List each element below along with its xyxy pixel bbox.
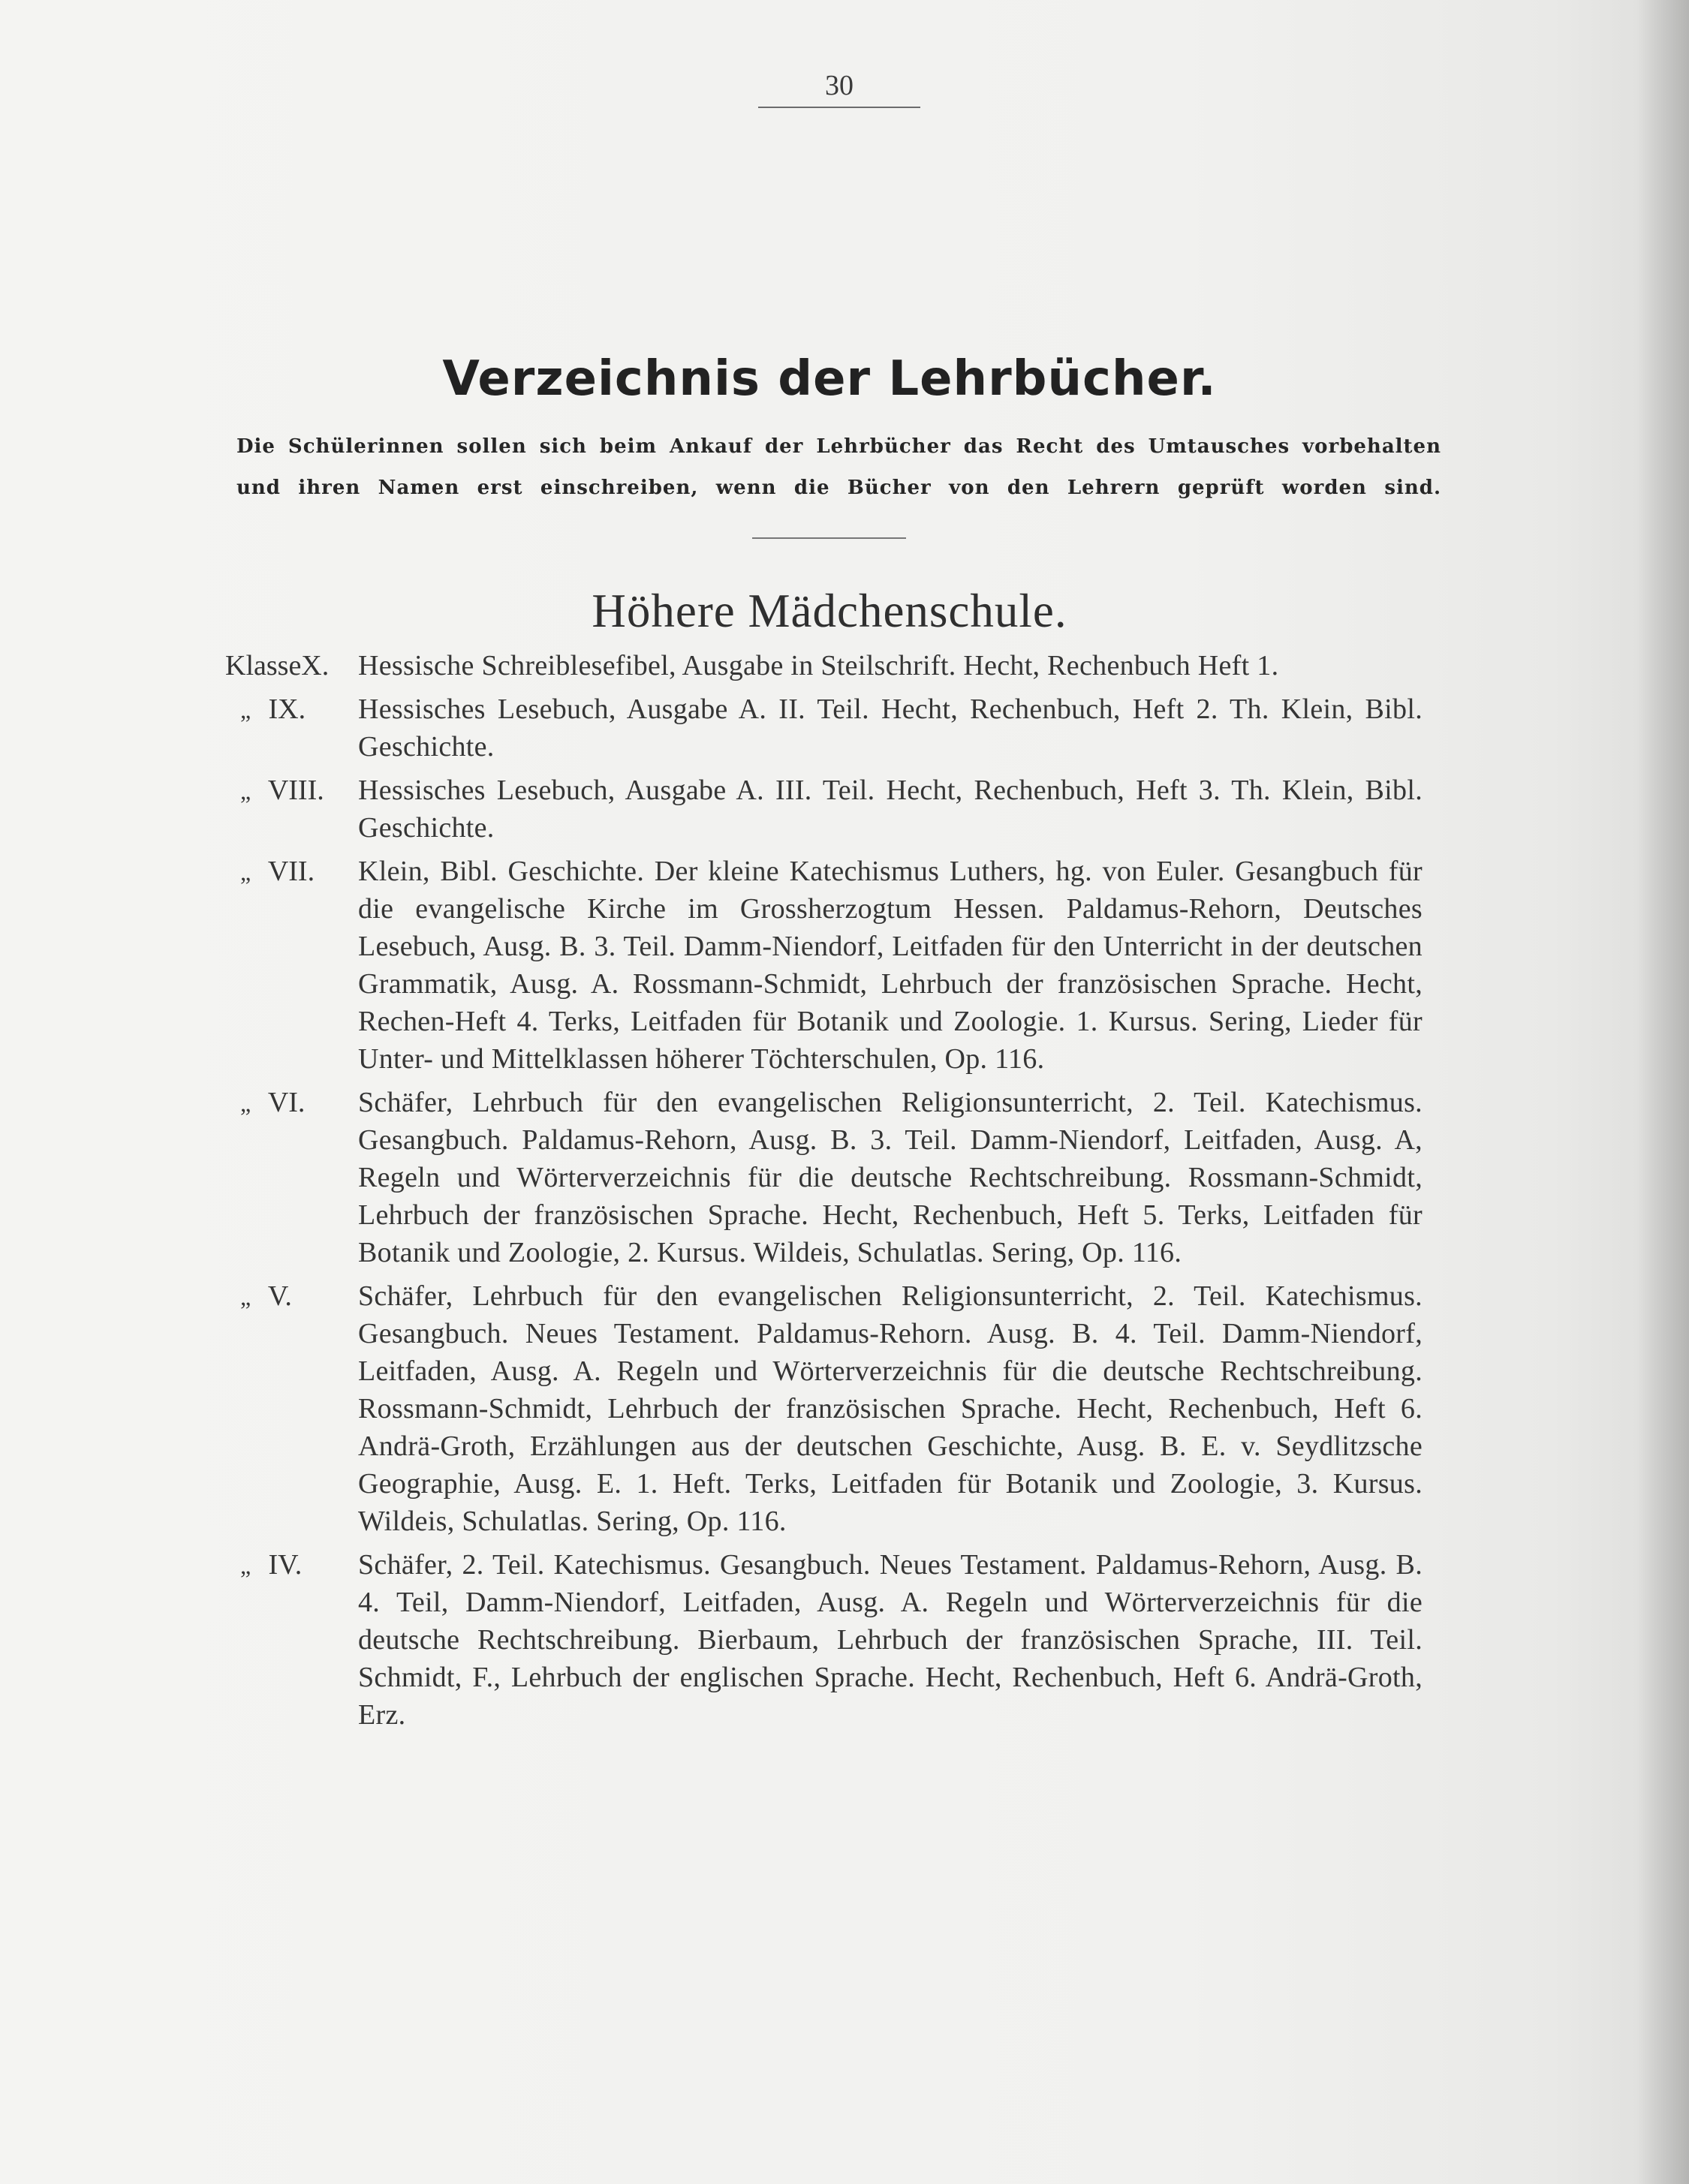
page-title: Verzeichnis der Lehrbücher. xyxy=(442,351,1217,407)
class-entry-x xyxy=(225,647,1423,684)
class-textbooks: Klein, Bibl. Geschichte. Der kleine Katechismus Luthers, hg. von Euler. Gesangbuch für die evangelische Kirche im Grossherzogtum Hessen. Paldamus-Rehorn, Deutsches Lesebuch, Ausg. B. 3. Teil. Damm-Niendorf, Leitfaden für den Unterricht in der deutschen Grammatik, Ausg. A. Rossmann-Schmidt, Lehrbuch der französischen Sprache. Hecht, Rechen-Heft 4. Terks, Leitfaden für Botanik und Zoologie. 1. Kursus. Sering, Lieder für Unter- und Mittelklassen höherer Töchterschulen, Op. 116. xyxy=(358,856,1423,1075)
class-textbooks: Hessisches Lesebuch, Ausgabe A. III. Teil. Hecht, Rechenbuch, Heft 3. Th. Klein, Bibl. Geschichte. xyxy=(358,775,1423,844)
class-label-text: VII. xyxy=(267,856,315,887)
class-label xyxy=(225,1546,351,1584)
section-divider xyxy=(752,537,906,539)
class-label xyxy=(225,690,351,729)
section-title: Höhere Mädchenschule. xyxy=(592,585,1067,637)
class-label xyxy=(225,1084,351,1122)
class-entry-vii xyxy=(225,853,1423,1078)
textbook-list xyxy=(225,647,1423,1740)
class-textbooks: Schäfer, 2. Teil. Katechismus. Gesangbuch. Neues Testament. Paldamus-Rehorn, Ausg. B. 4. Teil, Damm-Niendorf, Leitfaden, Ausg. A. Regeln und Wörterverzeichnis für die deutsche Rechtschreibung. Bierbaum, Lehrbuch der französischen Sprache, III. Teil. Schmidt, F., Lehrbuch der englischen Sprache. Hecht, Rechenbuch, Heft 6. Andrä-Groth, Erz. xyxy=(358,1549,1423,1731)
class-textbooks: Hessisches Lesebuch, Ausgabe A. II. Teil. Hecht, Rechenbuch, Heft 2. Th. Klein, Bibl. Geschichte. xyxy=(358,693,1423,763)
class-entry-ix xyxy=(225,690,1423,766)
class-label-text: V. xyxy=(267,1280,292,1312)
class-textbooks: Schäfer, Lehrbuch für den evangelischen Religionsunterricht, 2. Teil. Katechismus. Gesangbuch. Neues Testament. Paldamus-Rehorn. Ausg. B. 4. Teil. Damm-Niendorf, Leitfaden, Ausg. A. Regeln und Wörterverzeichnis für die deutsche Rechtschreibung. Rossmann-Schmidt, Lehrbuch der französischen Sprache. Hecht, Rechenbuch, Heft 6. Andrä-Groth, Erzählungen aus der deutschen Geschichte, Ausg. B. E. v. Seydlitzsche Geographie, Ausg. E. 1. Heft. Terks, Leitfaden für Botanik und Zoologie, 3. Kursus. Wildeis, Schulatlas. Sering, Op. 116. xyxy=(358,1280,1423,1537)
class-textbooks: Schäfer, Lehrbuch für den evangelischen Religionsunterricht, 2. Teil. Katechismus. Gesangbuch. Paldamus-Rehorn, Ausg. B. 3. Teil. Damm-Niendorf, Leitfaden, Ausg. A, Regeln und Wörterverzeichnis für die deutsche Rechtschreibung. Rossmann-Schmidt, Lehrbuch der französischen Sprache. Hecht, Rechenbuch, Heft 5. Terks, Leitfaden für Botanik und Zoologie, 2. Kursus. Wildeis, Schulatlas. Sering, Op. 116. xyxy=(358,1087,1423,1268)
class-label-text: VI. xyxy=(267,1087,306,1118)
class-label-text: IV. xyxy=(268,1549,303,1581)
class-label xyxy=(225,772,351,810)
page-spine-shadow xyxy=(1636,0,1689,2184)
page-number: 30 xyxy=(758,69,920,108)
class-label xyxy=(225,1277,351,1316)
class-label-text: KlasseX. xyxy=(225,650,330,681)
class-entry-viii xyxy=(225,772,1423,847)
ditto-mark: „ xyxy=(240,778,251,805)
class-label xyxy=(225,853,351,891)
notice-line-1: Die Schülerinnen sollen sich beim Ankauf der Lehrbücher das Recht des Umtausches vorbehalten xyxy=(236,435,1441,458)
notice-line-2: und ihren Namen erst einschreiben, wenn die Bücher von den Lehrern geprüft worden sind. xyxy=(236,477,1441,499)
class-entry-v xyxy=(225,1277,1423,1540)
purchase-notice xyxy=(236,426,1441,509)
class-entry-vi xyxy=(225,1084,1423,1271)
ditto-mark: „ xyxy=(240,1283,251,1310)
class-textbooks: Hessische Schreiblesefibel, Ausgabe in Steilschrift. Hecht, Rechenbuch Heft 1. xyxy=(358,650,1279,681)
class-label xyxy=(225,647,351,684)
ditto-mark: „ xyxy=(240,1090,251,1117)
ditto-mark: „ xyxy=(240,696,251,723)
ditto-mark: „ xyxy=(240,1552,251,1579)
class-entry-iv xyxy=(225,1546,1423,1734)
class-label-text: VIII. xyxy=(267,775,324,806)
class-label-text: IX. xyxy=(268,693,306,725)
ditto-mark: „ xyxy=(240,859,251,886)
